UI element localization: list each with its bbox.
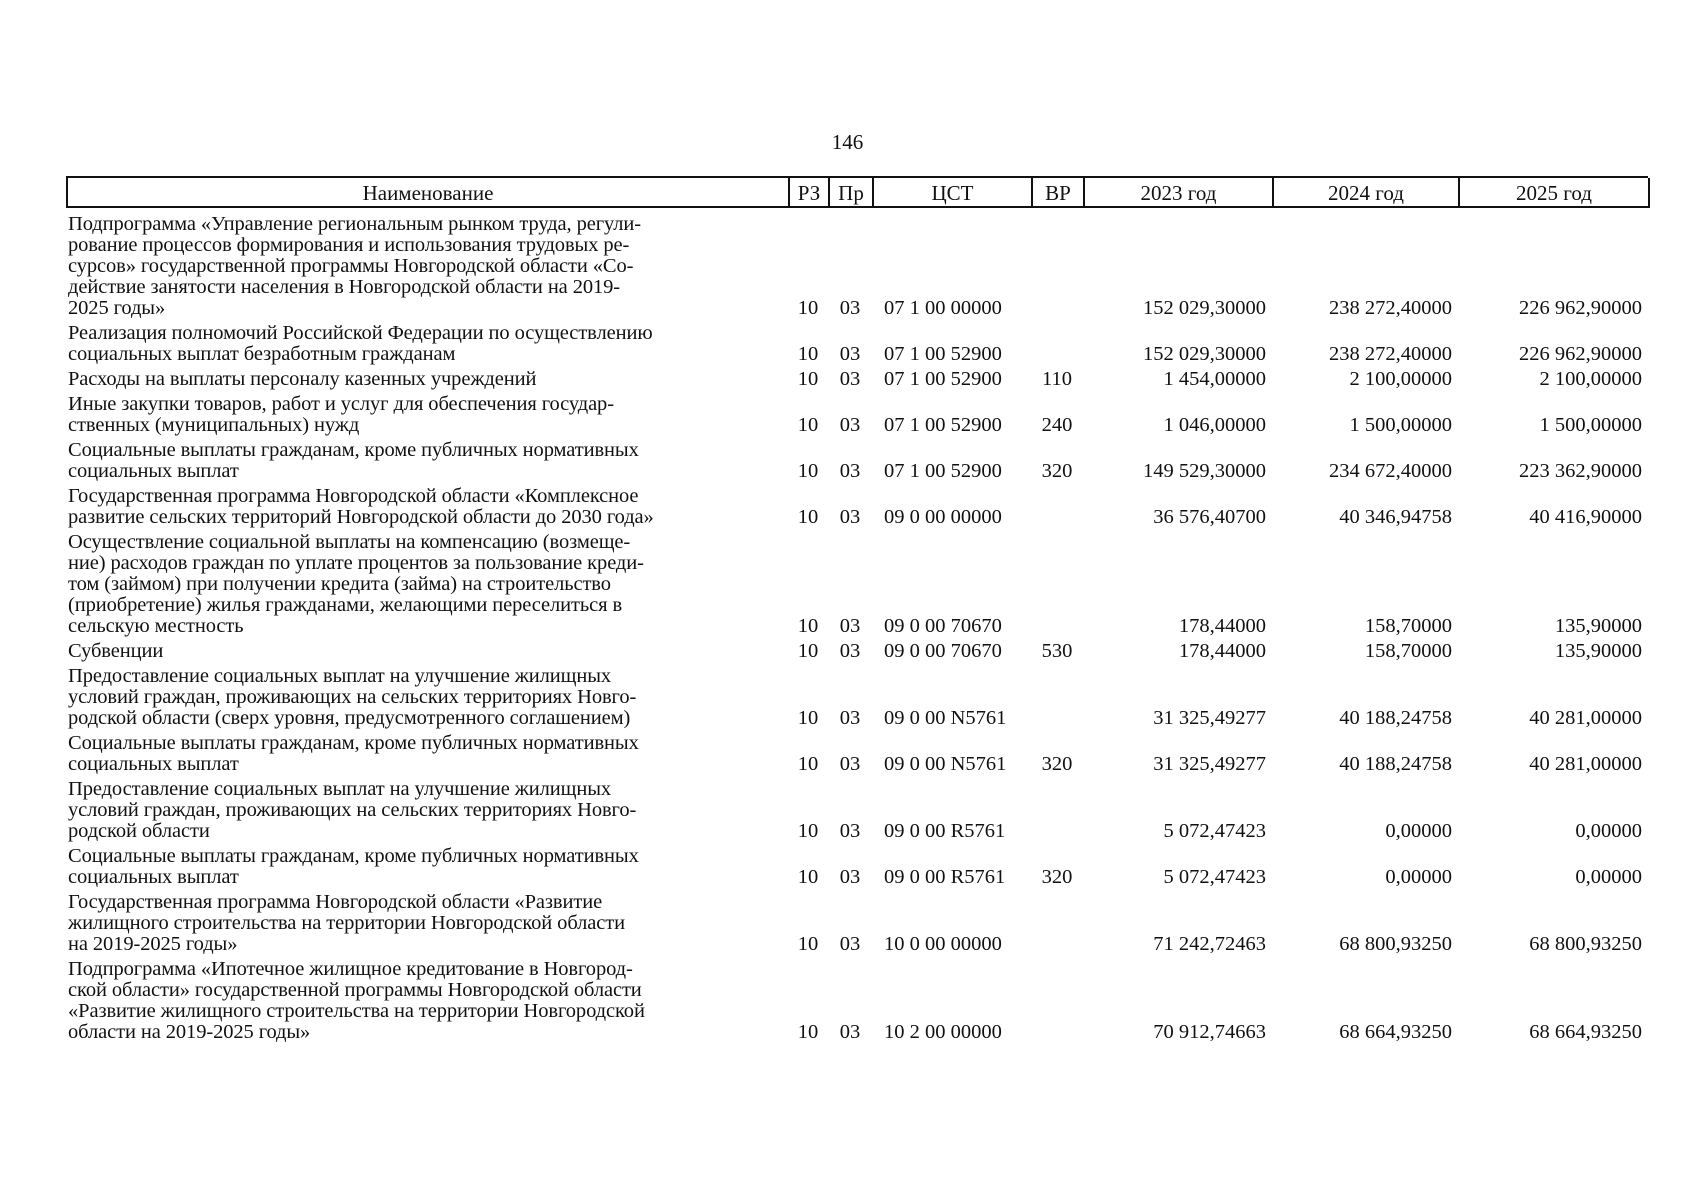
row-2023: 178,44000 xyxy=(1178,640,1266,662)
row-2024: 40 188,24758 xyxy=(1339,707,1452,729)
row-2024: 234 672,40000 xyxy=(1329,460,1452,482)
row-pr: 03 xyxy=(839,1021,861,1043)
row-name: Осуществление социальной выплаты на компенсацию (возмеще- ние) расходов граждан по уплате процентов за пользование креди- том (займом) при получении кредита (займа) на строительство (приобретение) жилья гражданами, желающими переселиться в сельскую местность xyxy=(68,531,644,637)
row-2023: 70 912,74663 xyxy=(1153,1021,1266,1043)
row-cst: 10 0 00 00000 xyxy=(884,933,1002,955)
header-2023: 2023 год xyxy=(1085,178,1274,208)
row-vr: 240 xyxy=(1041,414,1073,436)
row-2024: 158,70000 xyxy=(1364,615,1452,637)
row-cst: 09 0 00 70670 xyxy=(884,640,1002,662)
table-row xyxy=(66,666,1648,729)
table-row xyxy=(66,733,1648,775)
row-2023: 31 325,49277 xyxy=(1153,753,1266,775)
row-name: Социальные выплаты гражданам, кроме публичных нормативных социальных выплат xyxy=(68,439,639,482)
header-name: Наименование xyxy=(68,178,790,208)
row-pr: 03 xyxy=(839,707,861,729)
row-2024: 68 664,93250 xyxy=(1339,1021,1452,1043)
row-name: Иные закупки товаров, работ и услуг для обеспечения государ- ственных (муниципальных) нужд xyxy=(68,393,614,436)
row-cst: 09 0 00 R5761 xyxy=(884,820,1006,842)
row-cst: 09 0 00 N5761 xyxy=(884,753,1007,775)
row-rz: 10 xyxy=(797,866,819,888)
row-pr: 03 xyxy=(839,297,861,319)
table-header xyxy=(66,176,1648,208)
row-2025: 40 281,00000 xyxy=(1529,753,1642,775)
row-pr: 03 xyxy=(839,368,861,390)
row-pr: 03 xyxy=(839,460,861,482)
row-cst: 09 0 00 R5761 xyxy=(884,866,1006,888)
row-cst: 09 0 00 70670 xyxy=(884,615,1002,637)
row-2025: 2 100,00000 xyxy=(1539,368,1642,390)
row-name: Подпрограмма «Ипотечное жилищное кредитование в Новгород- ской области» государственной программы Новгородской области «Развитие жилищного строительства на территории Новгородской области на 2019-2025 годы» xyxy=(68,958,645,1043)
row-2025: 68 664,93250 xyxy=(1529,1021,1642,1043)
header-2025: 2025 год xyxy=(1460,178,1650,208)
row-name: Государственная программа Новгородской области «Комплексное развитие сельских территорий Новгородской области до 2030 года» xyxy=(68,485,654,528)
page-number: 146 xyxy=(831,130,864,154)
row-2025: 1 500,00000 xyxy=(1539,414,1642,436)
row-pr: 03 xyxy=(839,820,861,842)
row-rz: 10 xyxy=(797,343,819,365)
row-2024: 0,00000 xyxy=(1385,866,1452,888)
table-row xyxy=(66,641,1648,662)
row-name: Реализация полномочий Российской Федерации по осуществлению социальных выплат безработным гражданам xyxy=(68,322,653,365)
row-pr: 03 xyxy=(839,933,861,955)
row-vr: 320 xyxy=(1041,753,1073,775)
row-pr: 03 xyxy=(839,506,861,528)
row-name: Предоставление социальных выплат на улучшение жилищных условий граждан, проживающих на сельских территориях Новго- родской области (сверх уровня, предусмотренного соглашением) xyxy=(68,665,637,729)
row-2025: 226 962,90000 xyxy=(1519,343,1642,365)
row-cst: 07 1 00 52900 xyxy=(884,368,1002,390)
row-2023: 71 242,72463 xyxy=(1153,933,1266,955)
row-rz: 10 xyxy=(797,933,819,955)
row-pr: 03 xyxy=(839,615,861,637)
row-2023: 1 454,00000 xyxy=(1163,368,1266,390)
row-2025: 40 416,90000 xyxy=(1529,506,1642,528)
row-2024: 0,00000 xyxy=(1385,820,1452,842)
row-2024: 2 100,00000 xyxy=(1349,368,1452,390)
table-body xyxy=(66,208,1648,1043)
row-pr: 03 xyxy=(839,866,861,888)
table-row xyxy=(66,394,1648,436)
row-cst: 07 1 00 52900 xyxy=(884,414,1002,436)
row-name: Подпрограмма «Управление региональным рынком труда, регули- рование процессов формирования и использования трудовых ре- сурсов» государственной программы Новгородской области «Со- действие занятости населения в Новгородской области на 2019- 2025 годы» xyxy=(68,213,642,319)
row-2025: 135,90000 xyxy=(1554,640,1642,662)
row-2023: 178,44000 xyxy=(1178,615,1266,637)
row-vr: 320 xyxy=(1041,866,1073,888)
row-2024: 158,70000 xyxy=(1364,640,1452,662)
table-row xyxy=(66,369,1648,390)
row-2024: 40 346,94758 xyxy=(1339,506,1452,528)
table-row xyxy=(66,214,1648,319)
row-2023: 36 576,40700 xyxy=(1153,506,1266,528)
table-row xyxy=(66,959,1648,1043)
row-2023: 5 072,47423 xyxy=(1163,866,1266,888)
row-rz: 10 xyxy=(797,297,819,319)
row-name: Субвенции xyxy=(68,640,164,662)
row-rz: 10 xyxy=(797,707,819,729)
row-vr: 110 xyxy=(1042,368,1072,390)
budget-table xyxy=(66,176,1648,1043)
row-2024: 68 800,93250 xyxy=(1339,933,1452,955)
row-vr: 530 xyxy=(1041,640,1073,662)
row-name: Государственная программа Новгородской области «Развитие жилищного строительства на территории Новгородской области на 2019-2025 годы» xyxy=(68,891,626,955)
row-rz: 10 xyxy=(797,414,819,436)
row-2023: 152 029,30000 xyxy=(1143,343,1266,365)
row-2025: 223 362,90000 xyxy=(1519,460,1642,482)
row-2025: 0,00000 xyxy=(1575,820,1642,842)
row-rz: 10 xyxy=(797,820,819,842)
table-row xyxy=(66,779,1648,842)
table-row xyxy=(66,892,1648,955)
row-name: Расходы на выплаты персоналу казенных учреждений xyxy=(68,368,537,390)
header-rz: РЗ xyxy=(790,178,830,208)
row-2025: 135,90000 xyxy=(1554,615,1642,637)
row-2025: 226 962,90000 xyxy=(1519,297,1642,319)
row-rz: 10 xyxy=(797,640,819,662)
table-row xyxy=(66,440,1648,482)
row-rz: 10 xyxy=(797,1021,819,1043)
row-rz: 10 xyxy=(797,615,819,637)
row-name: Социальные выплаты гражданам, кроме публичных нормативных социальных выплат xyxy=(68,845,639,888)
table-row xyxy=(66,323,1648,365)
row-rz: 10 xyxy=(797,506,819,528)
table-row xyxy=(66,846,1648,888)
row-rz: 10 xyxy=(797,460,819,482)
row-2025: 68 800,93250 xyxy=(1529,933,1642,955)
table-row xyxy=(66,532,1648,637)
header-pr: Пр xyxy=(830,178,874,208)
row-pr: 03 xyxy=(839,753,861,775)
row-2023: 1 046,00000 xyxy=(1163,414,1266,436)
row-2024: 40 188,24758 xyxy=(1339,753,1452,775)
row-name: Предоставление социальных выплат на улучшение жилищных условий граждан, проживающих на сельских территориях Новго- родской области xyxy=(68,778,637,842)
row-2024: 238 272,40000 xyxy=(1329,343,1452,365)
header-vr: ВР xyxy=(1033,178,1085,208)
row-2023: 152 029,30000 xyxy=(1143,297,1266,319)
row-cst: 09 0 00 00000 xyxy=(884,506,1002,528)
row-2025: 40 281,00000 xyxy=(1529,707,1642,729)
header-2024: 2024 год xyxy=(1274,178,1460,208)
row-cst: 07 1 00 52900 xyxy=(884,460,1002,482)
row-cst: 09 0 00 N5761 xyxy=(884,707,1007,729)
row-2023: 31 325,49277 xyxy=(1153,707,1266,729)
row-2023: 5 072,47423 xyxy=(1163,820,1266,842)
row-rz: 10 xyxy=(797,753,819,775)
row-2024: 1 500,00000 xyxy=(1349,414,1452,436)
row-cst: 10 2 00 00000 xyxy=(884,1021,1002,1043)
row-rz: 10 xyxy=(797,368,819,390)
row-pr: 03 xyxy=(839,343,861,365)
row-name: Социальные выплаты гражданам, кроме публичных нормативных социальных выплат xyxy=(68,732,639,775)
row-cst: 07 1 00 00000 xyxy=(884,297,1002,319)
row-pr: 03 xyxy=(839,640,861,662)
row-cst: 07 1 00 52900 xyxy=(884,343,1002,365)
row-2025: 0,00000 xyxy=(1575,866,1642,888)
header-cst: ЦСТ xyxy=(874,178,1033,208)
row-pr: 03 xyxy=(839,414,861,436)
row-vr: 320 xyxy=(1041,460,1073,482)
row-2024: 238 272,40000 xyxy=(1329,297,1452,319)
row-2023: 149 529,30000 xyxy=(1143,460,1266,482)
table-row xyxy=(66,486,1648,528)
